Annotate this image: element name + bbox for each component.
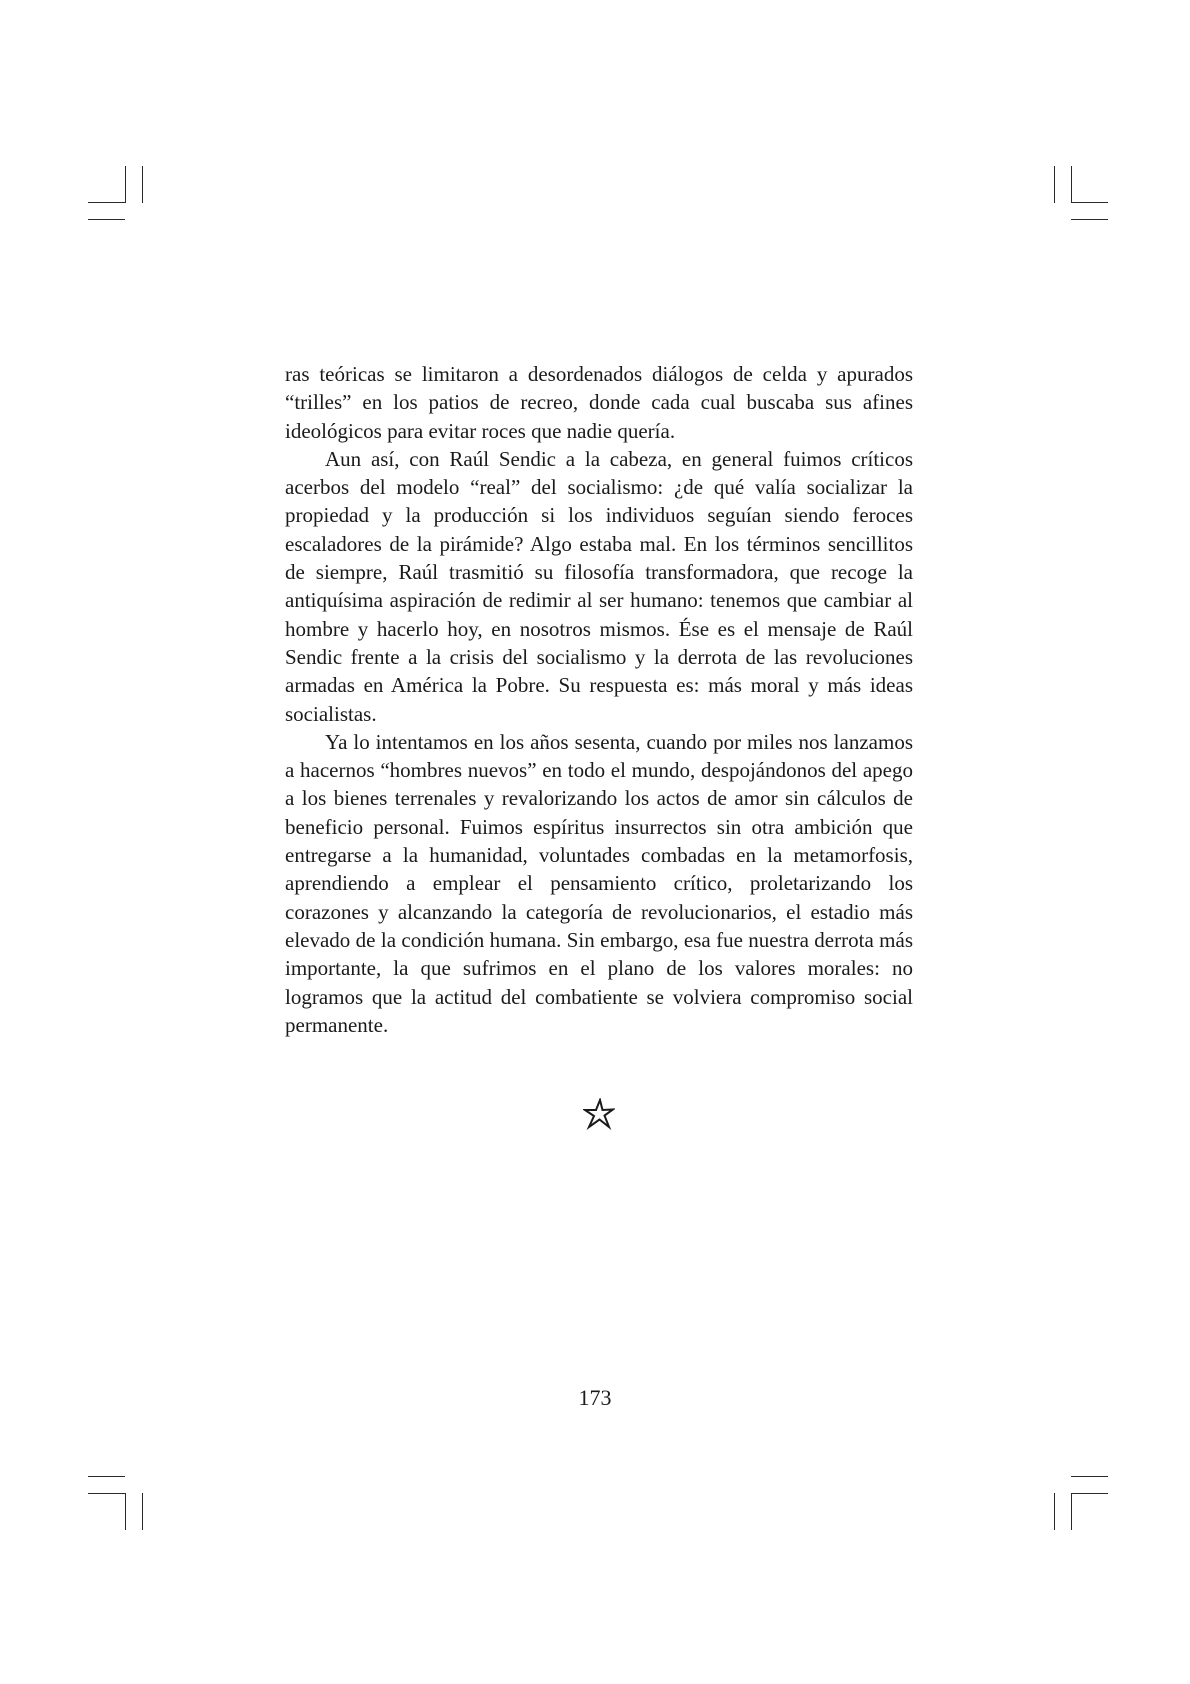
paragraph-2: Aun así, con Raúl Sendic a la cabeza, en general fuimos críticos acerbos del modelo “real” del socialismo: ¿de qué valía socializar la propiedad y la producción si los individuos seguían siendo feroces escaladores de la pirámide? Algo estaba mal. En los términos sencillitos de siempre, Raúl trasmitió su filosofía transformadora, que recoge la antiquísima aspiración de redimir al ser humano: tenemos que cambiar al hombre y hacerlo hoy, en nosotros mismos. Ése es el mensaje de Raúl Sendic frente a la crisis del socialismo y la derrota de las revoluciones armadas en América la Pobre. Su respuesta es: más moral y más ideas socialistas. <box>285 446 913 726</box>
crop-mark-bottom-right-h2 <box>1071 1476 1108 1477</box>
crop-mark-top-left-h2 <box>88 219 125 220</box>
crop-mark-top-right-h <box>1071 202 1108 203</box>
crop-mark-bottom-left-v1 <box>125 1493 126 1530</box>
paragraph-3: Ya lo intentamos en los años sesenta, cuando por miles nos lanzamos a hacernos “hombres nuevos” en todo el mundo, despojándonos del apego a los bienes terrenales y revalorizando los actos de amor sin cálculos de beneficio personal. Fuimos espíritus insurrectos sin otra ambición que entregarse a la humanidad, voluntades combadas en la metamorfosis, aprendiendo a emplear el pensamiento crítico, proletarizando los corazones y alcanzando la categoría de revolucionarios, el estadio más elevado de la condición humana. Sin embargo, esa fue nuestra derrota más importante, la que sufrimos en el plano de los valores morales: no logramos que la actitud del combatiente se volviera compromiso social permanente. <box>285 729 913 1037</box>
crop-mark-top-left-h <box>88 202 125 203</box>
crop-mark-top-left-v2 <box>142 166 143 203</box>
page-number: 173 <box>578 1385 612 1410</box>
crop-mark-top-right-v2 <box>1054 166 1055 203</box>
paragraph-1: ras teóricas se limitaron a desordenados diálogos de celda y apurados “trilles” en los patios de recreo, donde cada cual buscaba sus afines ideológicos para evitar roces que nadie quería. <box>285 362 913 443</box>
crop-mark-bottom-left-h2 <box>88 1476 125 1477</box>
crop-mark-top-left-v1 <box>125 166 126 203</box>
crop-mark-bottom-left-v2 <box>142 1493 143 1530</box>
crop-mark-bottom-left-h <box>88 1493 125 1494</box>
crop-mark-bottom-right-h <box>1071 1493 1108 1494</box>
body-text <box>285 360 913 1039</box>
crop-mark-top-right-h2 <box>1071 219 1108 220</box>
crop-mark-bottom-right-v1 <box>1071 1493 1072 1530</box>
star-outline-icon <box>583 1098 615 1130</box>
crop-mark-top-right-v1 <box>1071 166 1072 203</box>
crop-mark-bottom-right-v2 <box>1054 1493 1055 1530</box>
